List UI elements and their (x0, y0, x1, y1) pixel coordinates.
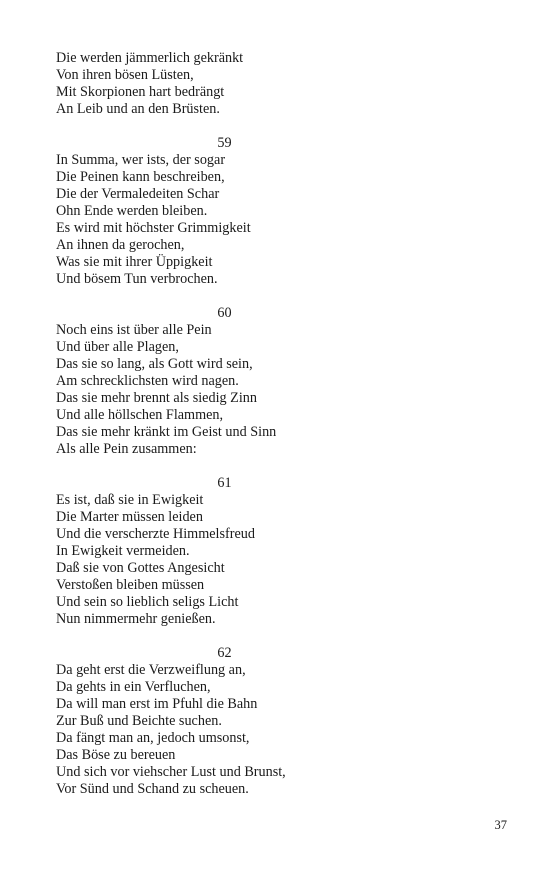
verse-line: Daß sie von Gottes Angesicht (56, 560, 225, 576)
verse-line: Da gehts in ein Verfluchen, (56, 679, 211, 695)
verse-line: An ihnen da gerochen, (56, 237, 185, 253)
verse-line: Am schrecklichsten wird nagen. (56, 373, 239, 389)
verse-line: Es wird mit höchster Grimmigkeit (56, 220, 251, 236)
stanza-62 (56, 662, 386, 798)
verse-line: In Summa, wer ists, der sogar (56, 152, 226, 168)
stanza-number: 61 (217, 475, 232, 491)
verse-line: Die werden jämmerlich gekränkt (56, 50, 244, 66)
verse-line: Vor Sünd und Schand zu scheuen. (56, 781, 249, 797)
verse-line: Noch eins ist über alle Pein (56, 322, 212, 338)
verse-line: Von ihren bösen Lüsten, (56, 67, 194, 83)
verse-line: An Leib und an den Brüsten. (56, 101, 220, 117)
stanza-61 (56, 492, 386, 628)
verse-line: Da will man erst im Pfuhl die Bahn (56, 696, 258, 712)
stanza-number: 60 (217, 305, 232, 321)
poem-text (56, 50, 386, 798)
verse-line: In Ewigkeit vermeiden. (56, 543, 190, 559)
verse-line: Verstoßen bleiben müssen (56, 577, 205, 593)
verse-line: Die Peinen kann beschreiben, (56, 169, 225, 185)
stanza-60 (56, 322, 386, 458)
stanza-number: 59 (217, 135, 232, 151)
verse-line: Mit Skorpionen hart bedrängt (56, 84, 225, 100)
verse-line: Ohn Ende werden bleiben. (56, 203, 208, 219)
verse-line: Und alle höllschen Flammen, (56, 407, 224, 423)
verse-line: Und bösem Tun verbrochen. (56, 271, 218, 287)
verse-line: Und sein so lieblich seligs Licht (56, 594, 239, 610)
verse-line: Das sie mehr kränkt im Geist und Sinn (56, 424, 277, 440)
stanza-opening (56, 50, 386, 118)
verse-line: Und sich vor viehscher Lust und Brunst, (56, 764, 286, 780)
verse-line: Zur Buß und Beichte suchen. (56, 713, 222, 729)
verse-line: Nun nimmermehr genießen. (56, 611, 216, 627)
verse-line: Die der Vermaledeiten Schar (56, 186, 220, 202)
verse-line: Da fängt man an, jedoch umsonst, (56, 730, 250, 746)
verse-line: Und über alle Plagen, (56, 339, 179, 355)
verse-line: Als alle Pein zusammen: (56, 441, 197, 457)
verse-line: Das sie mehr brennt als siedig Zinn (56, 390, 257, 406)
verse-line: Das Böse zu bereuen (56, 747, 176, 763)
verse-line: Da geht erst die Verzweiflung an, (56, 662, 246, 678)
page-number: 37 (494, 818, 507, 832)
verse-line: Und die verscherzte Himmelsfreud (56, 526, 255, 542)
verse-line: Es ist, daß sie in Ewigkeit (56, 492, 204, 508)
verse-line: Das sie so lang, als Gott wird sein, (56, 356, 253, 372)
verse-line: Die Marter müssen leiden (56, 509, 203, 525)
stanza-number: 62 (217, 645, 232, 661)
verse-line: Was sie mit ihrer Üppigkeit (56, 254, 213, 270)
stanza-59 (56, 152, 386, 288)
